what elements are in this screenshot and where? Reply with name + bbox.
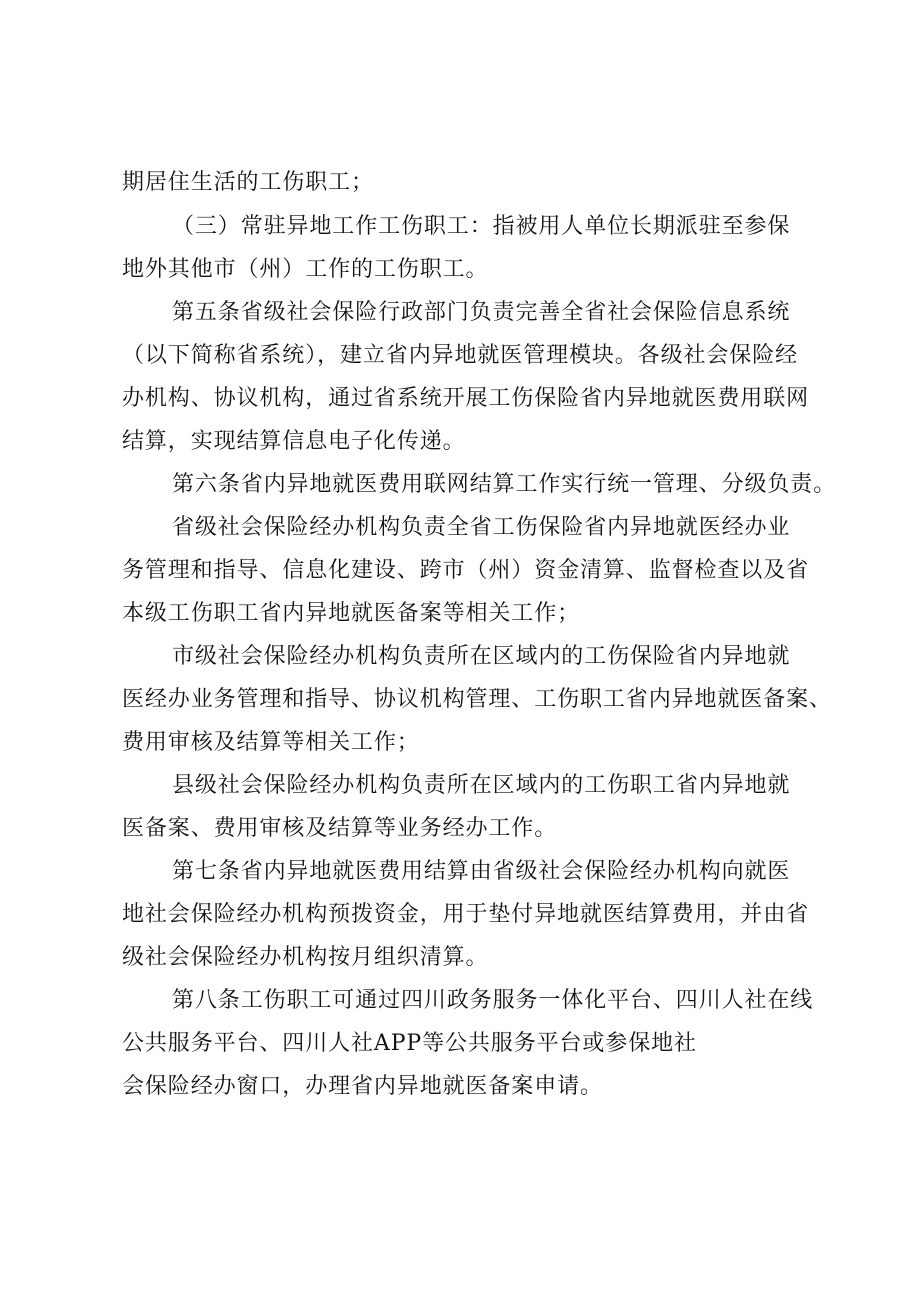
text-line: （以下简称省系统），建立省内异地就医管理模块。各级社会保险经 [122,343,799,368]
text-line: 本级工伤职工省内异地就医备案等相关工作； [122,601,581,626]
text-line: 办机构、协议机构，通过省系统开展工伤保险省内异地就医费用联网 [122,386,810,411]
text-line: 医经办业务管理和指导、协议机构管理、工伤职工省内异地就医备案、 [122,687,832,712]
text-line: 第六条省内异地就医费用联网结算工作实行统一管理、分级负责。 [172,472,837,497]
text-line: 级社会保险经办机构按月组织清算。 [122,945,489,970]
text-line: 地社会保险经办机构预拨资金，用于垫付异地就医结算费用，并由省 [122,902,810,927]
text-line: 第五条省级社会保险行政部门负责完善全省社会保险信息系统 [172,300,791,325]
text-line: 省级社会保险经办机构负责全省工伤保险省内异地就医经办业 [172,515,791,540]
text-line: 地外其他市（州）工作的工伤职工。 [122,257,489,282]
text-line: 第八条工伤职工可通过四川政务服务一体化平台、四川人社在线 [172,988,814,1013]
text-line: 结算，实现结算信息电子化传递。 [122,429,466,454]
text-line: 务管理和指导、信息化建设、跨市（州）资金清算、监督检查以及省 [122,558,810,583]
text-line: 医备案、费用审核及结算等业务经办工作。 [122,816,558,841]
text-line: 县级社会保险经办机构负责所在区域内的工伤职工省内异地就 [172,773,791,798]
text-line: 费用审核及结算等相关工作； [122,730,420,755]
text-line: 公共服务平台、四川人社APP等公共服务平台或参保地社 [122,1031,697,1056]
text-line: 市级社会保险经办机构负责所在区域内的工伤保险省内异地就 [172,644,791,669]
text-line: 期居住生活的工伤职工； [122,170,374,195]
text-line: （三）常驻异地工作工伤职工：指被用人单位长期派驻至参保 [172,214,791,239]
text-line: 第七条省内异地就医费用结算由省级社会保险经办机构向就医 [172,859,791,884]
text-line: 会保险经办窗口，办理省内异地就医备案申请。 [122,1074,603,1099]
